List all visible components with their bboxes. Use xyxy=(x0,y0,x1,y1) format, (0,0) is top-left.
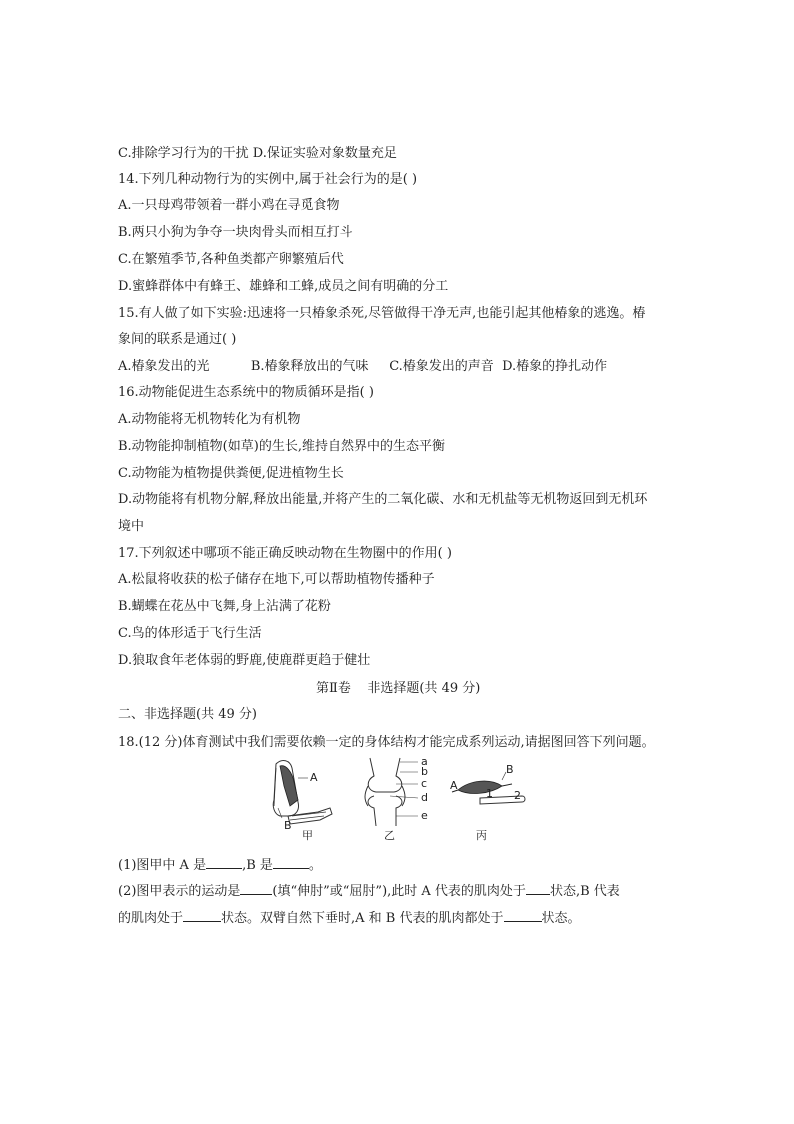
q17-option-c: C.鸟的体形适于飞行生活 xyxy=(118,626,262,641)
answer-blank[interactable] xyxy=(206,856,242,869)
figure-caption: 甲 xyxy=(302,829,313,842)
q18-part1-text-a: (1)图甲中 A 是 xyxy=(118,858,207,873)
q16-option-c: C.动物能为植物提供粪便,促进植物生长 xyxy=(118,466,344,481)
q18-stem: 18.(12 分)体育测试中我们需要依赖一定的身体结构才能完成系列运动,请据图回答下列问题。 xyxy=(118,735,655,750)
label-c: c xyxy=(421,777,428,790)
q16-option-a: A.动物能将无机物转化为有机物 xyxy=(118,412,301,427)
q18-part2-text-a: (2)图甲表示的运动是 xyxy=(118,884,241,899)
label-d: d xyxy=(421,791,428,804)
label-2: 2 xyxy=(514,789,521,802)
muscle-diagram xyxy=(450,756,530,816)
q18-part2 xyxy=(118,882,620,900)
answer-blank[interactable] xyxy=(183,909,221,922)
q18-part2-text-e: 状态。双臂自然下垂时,A 和 B 代表的肌肉都处于 xyxy=(221,911,504,926)
q14-stem: 14.下列几种动物行为的实例中,属于社会行为的是( ) xyxy=(118,172,418,187)
answer-blank[interactable] xyxy=(526,882,550,895)
figure-caption: 乙 xyxy=(384,829,395,842)
label-a: A xyxy=(450,779,458,792)
q18-part2-text-c: 状态,B 代表 xyxy=(549,884,620,899)
answer-blank[interactable] xyxy=(504,909,542,922)
q18-part2-text-b: (填“伸肘”或“屈肘”),此时 A 代表的肌肉处于 xyxy=(272,884,526,899)
q14-option-a: A.一只母鸡带领着一群小鸡在寻觅食物 xyxy=(118,198,340,213)
q16-option-d-cont: 境中 xyxy=(118,519,145,534)
q14-option-b: B.两只小狗为争夺一块肉骨头而相互打斗 xyxy=(118,225,353,240)
figure-caption: 丙 xyxy=(476,829,487,842)
label-1: 1 xyxy=(486,787,493,800)
section-heading: 二、非选择题(共 49 分) xyxy=(118,707,257,722)
q18-part2-text-d: 的肌肉处于 xyxy=(118,911,184,926)
q18-part2-cont xyxy=(118,909,581,927)
figure-bing xyxy=(450,756,530,844)
q13-option-cd: C.排除学习行为的干扰 D.保证实验对象数量充足 xyxy=(118,146,397,161)
label-a: a xyxy=(421,755,428,768)
q17-option-b: B.蝴蝶在花丛中飞舞,身上沾满了花粉 xyxy=(118,599,331,614)
q18-part1-text-b: ,B 是 xyxy=(242,858,273,873)
answer-blank[interactable] xyxy=(273,856,309,869)
q18-part2-text-f: 状态。 xyxy=(541,911,581,926)
q17-stem: 17.下列叙述中哪项不能正确反映动物在生物圈中的作用( ) xyxy=(118,546,452,561)
q15-stem-cont: 象间的联系是通过( ) xyxy=(118,332,237,347)
q14-option-c: C.在繁殖季节,各种鱼类都产卵繁殖后代 xyxy=(118,252,344,267)
q17-option-a: A.松鼠将收获的松子储存在地下,可以帮助植物传播种子 xyxy=(118,572,435,587)
label-a: A xyxy=(310,771,318,784)
q18-part1-text-c: 。 xyxy=(308,858,322,873)
label-e: e xyxy=(421,809,428,822)
figure-jia xyxy=(268,756,348,844)
answer-blank[interactable] xyxy=(240,882,272,895)
q16-stem: 16.动物能促进生态系统中的物质循环是指( ) xyxy=(118,385,374,400)
label-b: b xyxy=(421,765,428,778)
label-b: B xyxy=(506,763,514,776)
section-title: 第Ⅱ卷 非选择题(共 49 分) xyxy=(316,681,481,696)
figure-row xyxy=(268,756,528,844)
joint-diagram xyxy=(360,756,420,828)
arm-diagram xyxy=(268,756,348,828)
q15-stem: 15.有人做了如下实验:迅速将一只椿象杀死,尽管做得干净无声,也能引起其他椿象的逃逸。椿 xyxy=(118,306,646,321)
label-b: B xyxy=(284,819,292,832)
figure-yi xyxy=(360,756,440,844)
q15-options: A.椿象发出的光 B.椿象释放出的气味 C.椿象发出的声音 D.椿象的挣扎动作 xyxy=(118,359,608,374)
q17-option-d: D.狼取食年老体弱的野鹿,使鹿群更趋于健壮 xyxy=(118,653,371,668)
q16-option-b: B.动物能抑制植物(如草)的生长,维持自然界中的生态平衡 xyxy=(118,439,445,454)
q18-part1 xyxy=(118,856,322,874)
q16-option-d: D.动物能将有机物分解,释放出能量,并将产生的二氧化碳、水和无机盐等无机物返回到无机环 xyxy=(118,492,648,507)
q14-option-d: D.蜜蜂群体中有蜂王、雄蜂和工蜂,成员之间有明确的分工 xyxy=(118,279,449,294)
